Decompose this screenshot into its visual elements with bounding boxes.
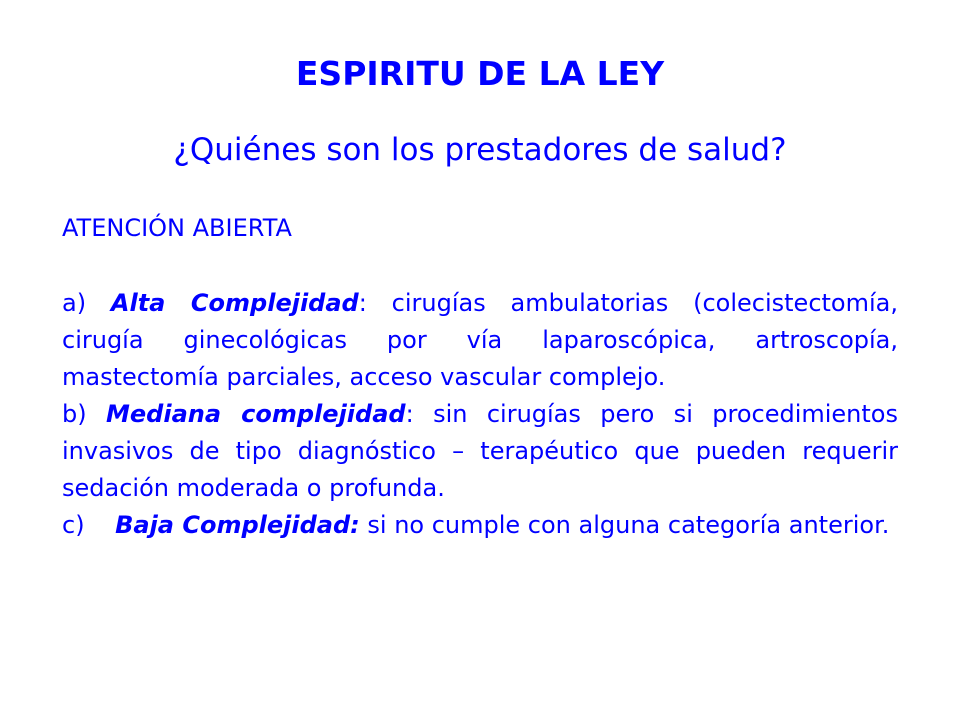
list-item-baja <box>62 507 898 544</box>
item-term: Mediana complejidad <box>106 400 406 428</box>
item-text: si no cumple con alguna categoría anterior. <box>367 511 890 539</box>
item-term: Alta Complejidad <box>110 289 359 317</box>
list-item-mediana <box>62 396 898 507</box>
section-heading: ATENCIÓN ABIERTA <box>62 214 292 242</box>
slide-subtitle: ¿Quiénes son los prestadores de salud? <box>173 132 787 168</box>
item-marker: a) <box>62 289 87 317</box>
item-text: sin cirugías pero si procedimientos invasivos de tipo diagnóstico – terapéutico que pueden requerir sedación moderada o profunda. <box>62 400 898 502</box>
slide-title: ESPIRITU DE LA LEY <box>295 54 665 93</box>
item-marker: c) <box>62 511 85 539</box>
item-text: cirugías ambulatorias (colecistectomía, cirugía ginecológicas por vía laparoscópica, artroscopía, mastectomía parciales, acceso vascular complejo. <box>62 289 898 391</box>
item-marker: b) <box>62 400 87 428</box>
item-term: Baja Complejidad: <box>115 511 360 539</box>
item-separator: : <box>405 400 414 428</box>
list-item-alta <box>62 285 898 396</box>
item-list <box>62 285 898 544</box>
item-separator: : <box>358 289 367 317</box>
